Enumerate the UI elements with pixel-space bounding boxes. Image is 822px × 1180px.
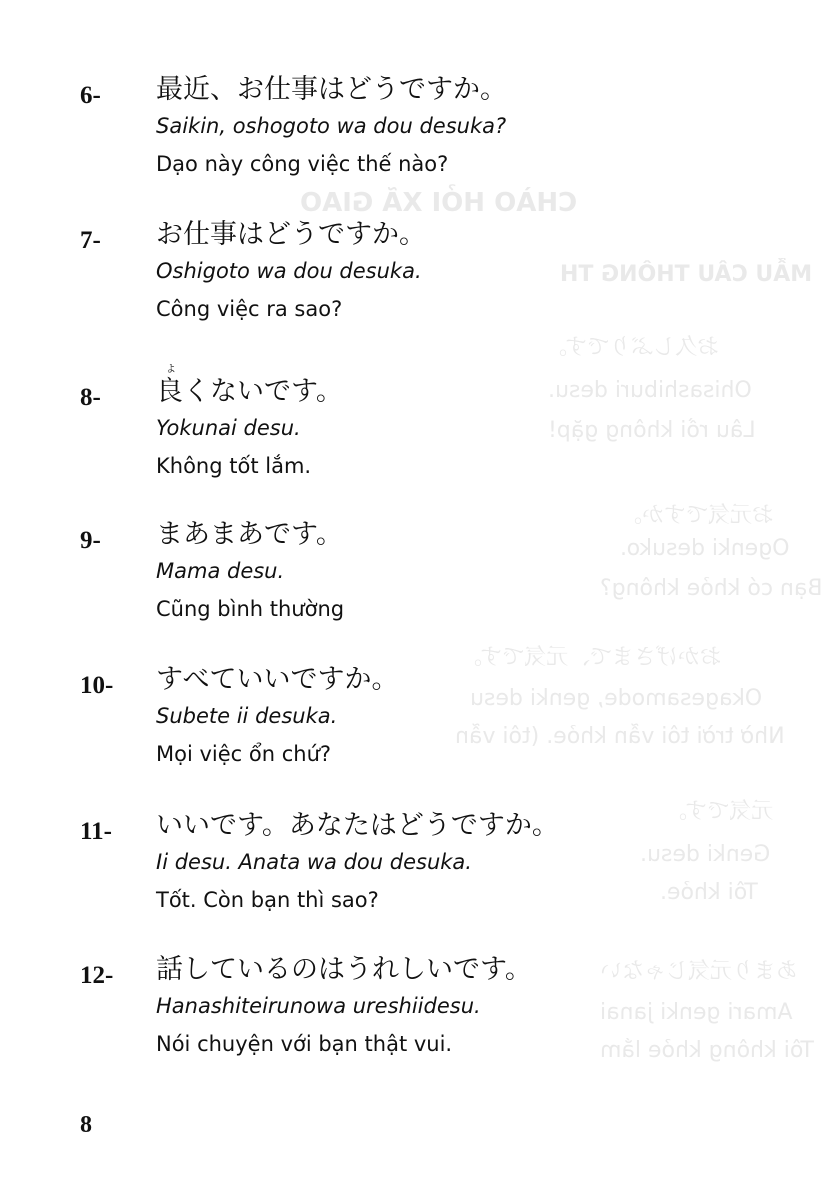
romaji-text: Saikin, oshogoto wa dou desuka? [156,114,507,138]
bleed-through-line: お久しぶりです。 [545,335,720,360]
entry-number: 8- [80,384,101,411]
bleed-through-line: Okagesamode, genki desu [470,686,763,711]
vietnamese-text: Dạo này công việc thế nào? [156,152,449,176]
japanese-text: お仕事はどうですか。 [156,219,426,250]
bleed-through-line: MẪU CÂU THÔNG TH [560,262,813,287]
romaji-text: Oshigoto wa dou desuka. [156,259,422,283]
romaji-text: Yokunai desu. [156,416,301,440]
vietnamese-text: Tốt. Còn bạn thì sao? [156,888,379,912]
bleed-through-line: Bạn có khỏe không? [600,576,822,601]
bleed-through-line: Ogenki desuko. [620,536,790,561]
vietnamese-text: Cũng bình thường [156,597,345,621]
japanese-text: 話しているのはうれしいです。 [156,954,532,985]
vietnamese-text: Không tốt lắm. [156,454,312,478]
page-number: 8 [80,1112,92,1138]
japanese-text: すべていいですか。 [156,664,399,695]
entry-number: 11- [80,818,112,845]
japanese-text: 良くないです。 [156,376,343,407]
bleed-through-line: Amari genki janai [600,1000,793,1025]
entry-number: 9- [80,527,101,554]
romaji-text: Mama desu. [156,559,285,583]
bleed-through-line: Tôi không khỏe lắm [600,1038,814,1063]
romaji-text: Hanashiteirunowa ureshiidesu. [156,994,481,1018]
japanese-text: 最近、お仕事はどうですか。 [156,74,507,105]
bleed-through-line: Ohisashiburi desu. [548,378,752,403]
bleed-through-line: あまり元気じゃない [600,959,799,984]
vietnamese-text: Công việc ra sao? [156,297,343,321]
vietnamese-text: Nói chuyện với bạn thật vui. [156,1032,453,1056]
bleed-through-line: Nhờ trời tôi vẫn khỏe. (tôi vẫn [455,724,785,749]
japanese-text: まあまあです。 [156,519,343,550]
entry-number: 7- [80,227,101,254]
furigana: よ [166,364,176,375]
bleed-through-line: おかげさまで、元気です。 [460,645,722,670]
vietnamese-text: Mọi việc ổn chứ? [156,742,332,766]
bleed-through-line: Lâu rồi không gặp! [548,418,756,443]
entry-number: 10- [80,672,114,699]
romaji-text: Ii desu. Anata wa dou desuka. [156,850,472,874]
bleed-through-line: CHÀO HỎI XÃ GIAO [300,188,578,218]
japanese-text: いいです。あなたはどうですか。 [156,810,559,841]
entry-number: 12- [80,962,114,989]
bleed-through-line: お元気ですか。 [620,503,775,528]
entry-number: 6- [80,82,101,109]
romaji-text: Subete ii desuka. [156,704,338,728]
bleed-through-line: Genki desu. [640,842,771,867]
bleed-through-line: 元気です。 [665,799,774,824]
bleed-through-line: Tôi khỏe. [660,880,758,905]
